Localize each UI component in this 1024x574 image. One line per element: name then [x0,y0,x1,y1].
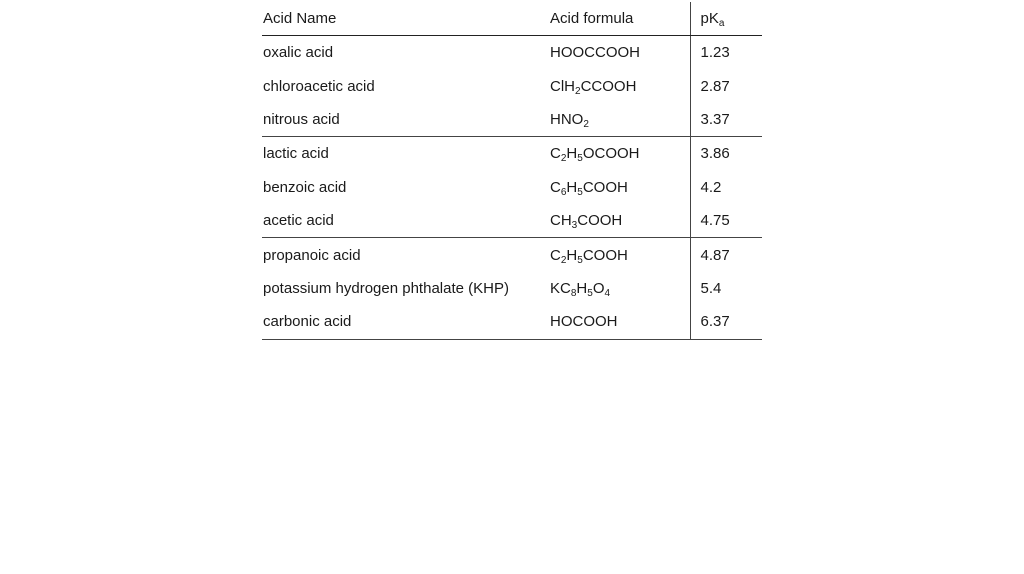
pka-value-cell: 4.75 [690,204,762,238]
header-acid-formula: Acid formula [549,2,690,36]
acid-name-cell: oxalic acid [263,44,334,62]
acid-name-cell: benzoic acid [263,178,347,196]
acid-formula-cell: $C_2H_5COOH$ [550,246,628,266]
header-pka-subscript: a [718,18,725,29]
acid-formula-cell: $CH_3COOH$ [549,204,690,238]
acid-formula-cell: $C_6H_5COOH$ [550,178,628,198]
table-body [262,36,762,340]
acid-name-cell: nitrous acid [262,103,549,137]
header-row [262,2,762,36]
acid-formula-cell: $HNO_2$ [549,103,690,137]
header-pka-main: pK [700,10,719,27]
acid-formula-cell: HOCOOH [549,305,690,339]
acid-name-cell: propanoic acid [263,246,361,264]
acid-formula-cell: HOOCCOOH [550,44,640,62]
table-row [262,36,762,70]
acid-formula-cell: $C_2H_5OCOOH$ [550,145,640,165]
pka-value-cell: 1.23 [690,36,762,70]
acid-name-cell: chloroacetic acid [263,77,375,95]
acid-name-cell: lactic acid [263,145,329,163]
table-row [262,204,762,238]
acid-name-cell: carbonic acid [262,305,549,339]
table-row [262,238,762,272]
acid-formula-cell: $KC_8H_5O_4$ [550,279,611,299]
acid-pka-table [262,2,762,340]
header-acid-name: Acid Name [262,2,549,36]
table-row [262,272,762,305]
table-row [262,69,762,102]
table-row [262,103,762,137]
pka-value-cell: 2.87 [690,69,762,102]
pka-value-cell: 6.37 [690,305,762,339]
header-pka [690,2,762,36]
pka-value-cell: 5.4 [690,272,762,305]
acid-formula-cell: ClH$_2$CCOOH [550,77,637,97]
pka-value-cell: 4.2 [690,171,762,204]
table-row [262,137,762,171]
pka-value-cell: 4.87 [690,238,762,272]
pka-value-cell: 3.37 [690,103,762,137]
table-row [262,305,762,339]
pka-value-cell: 3.86 [690,137,762,171]
acid-name-cell: potassium hydrogen phthalate (KHP) [263,279,509,297]
acid-name-cell: acetic acid [262,204,549,238]
table-row [262,171,762,204]
